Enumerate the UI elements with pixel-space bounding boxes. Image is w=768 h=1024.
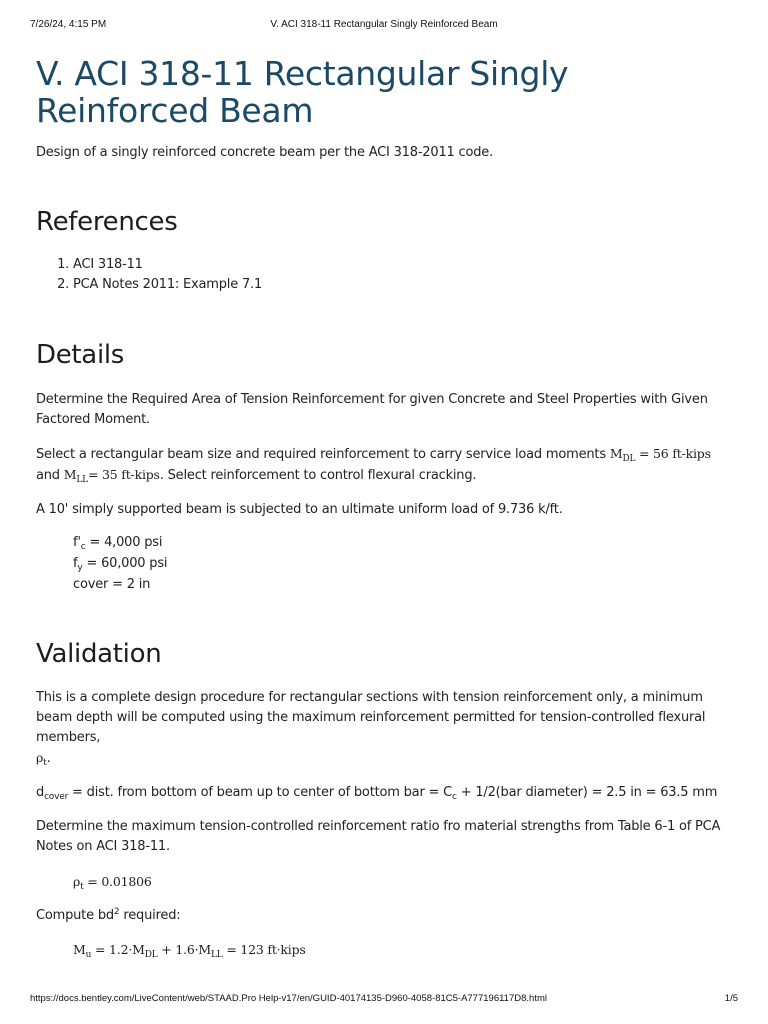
property-fc <box>73 532 732 553</box>
reference-item: 1. ACI 318-11 <box>73 255 732 275</box>
symbol-subscript: u <box>85 950 92 960</box>
equation-value: = 0.01806 <box>83 874 152 889</box>
compute-paragraph <box>36 906 732 926</box>
symbol-base: d <box>36 785 45 800</box>
symbol-subscript: DL <box>144 950 158 960</box>
reference-item: 2. PCA Notes 2011: Example 7.1 <box>73 275 732 295</box>
text: Compute bd <box>36 908 114 923</box>
symbol-subscript: y <box>77 563 83 573</box>
details-paragraph: Determine the Required Area of Tension Reinforcement for given Concrete and Steel Properties with Given Factored Moment. <box>36 392 708 427</box>
text: and <box>36 468 64 483</box>
text: . Select reinforcement to control flexural cracking. <box>159 468 477 483</box>
page-url: https://docs.bentley.com/LiveContent/web/STAAD.Pro Help-v17/en/GUID-40174135-D960-4058-81C5-A777196117D8.html <box>30 993 547 1004</box>
print-header-title: V. ACI 318-11 Rectangular Singly Reinforced Beam <box>270 19 498 30</box>
property-text: cover = 2 in <box>73 577 151 592</box>
symbol-subscript: c <box>452 792 457 802</box>
symbol-base: ρ <box>73 874 81 889</box>
text: required: <box>119 908 181 923</box>
equation <box>73 874 152 892</box>
text: Select a rectangular beam size and required reinforcement to carry service load moments <box>36 447 610 462</box>
load-paragraph: A 10' simply supported beam is subjected to an ultimate uniform load of 9.736 k/ft. <box>36 502 563 517</box>
text: + 1/2(bar diameter) = 2.5 in = 63.5 mm <box>456 785 718 800</box>
equation-value: = 123 ft·kips <box>222 942 306 957</box>
validation-heading: Validation <box>36 639 162 669</box>
text: This is a complete design procedure for rectangular sections with tension reinforcement only, a minimum beam depth will be computed using the maximum reinforcement permitted for tension-controlled flexural members, <box>36 690 706 745</box>
page-title: V. ACI 318-11 Rectangular Singly Reinforced Beam <box>36 54 569 130</box>
equation <box>73 942 306 960</box>
equation-term: + 1.6·M <box>157 942 211 957</box>
property-value: = 4,000 psi <box>85 535 163 550</box>
symbol-subscript: cover <box>44 792 69 802</box>
page-number: 1/5 <box>724 993 738 1004</box>
symbol-base: ρ <box>36 750 44 765</box>
symbol-subscript: t <box>43 758 47 768</box>
text: = dist. from bottom of beam up to center of bottom bar = C <box>68 785 453 800</box>
property-cover <box>73 574 732 595</box>
symbol-subscript: t <box>80 882 84 892</box>
symbol-subscript: LL <box>210 950 223 960</box>
property-value: = 60,000 psi <box>82 556 168 571</box>
rho-t-equation <box>36 872 732 893</box>
print-date: 7/26/24, 4:15 PM <box>30 19 107 30</box>
mu-equation <box>36 940 732 961</box>
symbol-subscript: c <box>80 542 86 552</box>
details-heading: Details <box>36 340 125 370</box>
intro-paragraph: Design of a singly reinforced concrete beam per the ACI 318-2011 code. <box>36 145 494 160</box>
material-properties <box>36 532 732 595</box>
symbol-subscript: DL <box>622 454 636 464</box>
superscript: 2 <box>113 907 120 917</box>
document-body <box>36 50 732 961</box>
property-fy <box>73 553 732 574</box>
symbol-base: M <box>609 446 623 461</box>
text: . <box>46 751 51 766</box>
dcover-paragraph <box>36 783 732 803</box>
symbol-base: M <box>73 942 86 957</box>
validation-paragraph <box>36 688 732 769</box>
symbol-subscript: LL <box>76 475 88 485</box>
equation-term: = 1.2·M <box>91 942 145 957</box>
mdl-value: = 56 ft-kips <box>635 446 711 461</box>
symbol-base: M <box>63 467 77 482</box>
references-list <box>36 255 732 295</box>
mdl-symbol <box>609 446 711 464</box>
symbol-base: f' <box>73 535 81 550</box>
rho-t-symbol <box>36 750 47 768</box>
print-header <box>30 19 738 33</box>
ratio-paragraph: Determine the maximum tension-controlled reinforcement ratio fro material strengths from Table 6-1 of PCA Notes on ACI 318-11. <box>36 819 721 854</box>
print-footer <box>30 993 738 1007</box>
mll-symbol <box>63 467 160 485</box>
service-loads-paragraph <box>36 444 732 486</box>
symbol-base: f <box>73 556 78 571</box>
references-heading: References <box>36 207 178 237</box>
mll-value: = 35 ft-kips <box>87 467 160 482</box>
